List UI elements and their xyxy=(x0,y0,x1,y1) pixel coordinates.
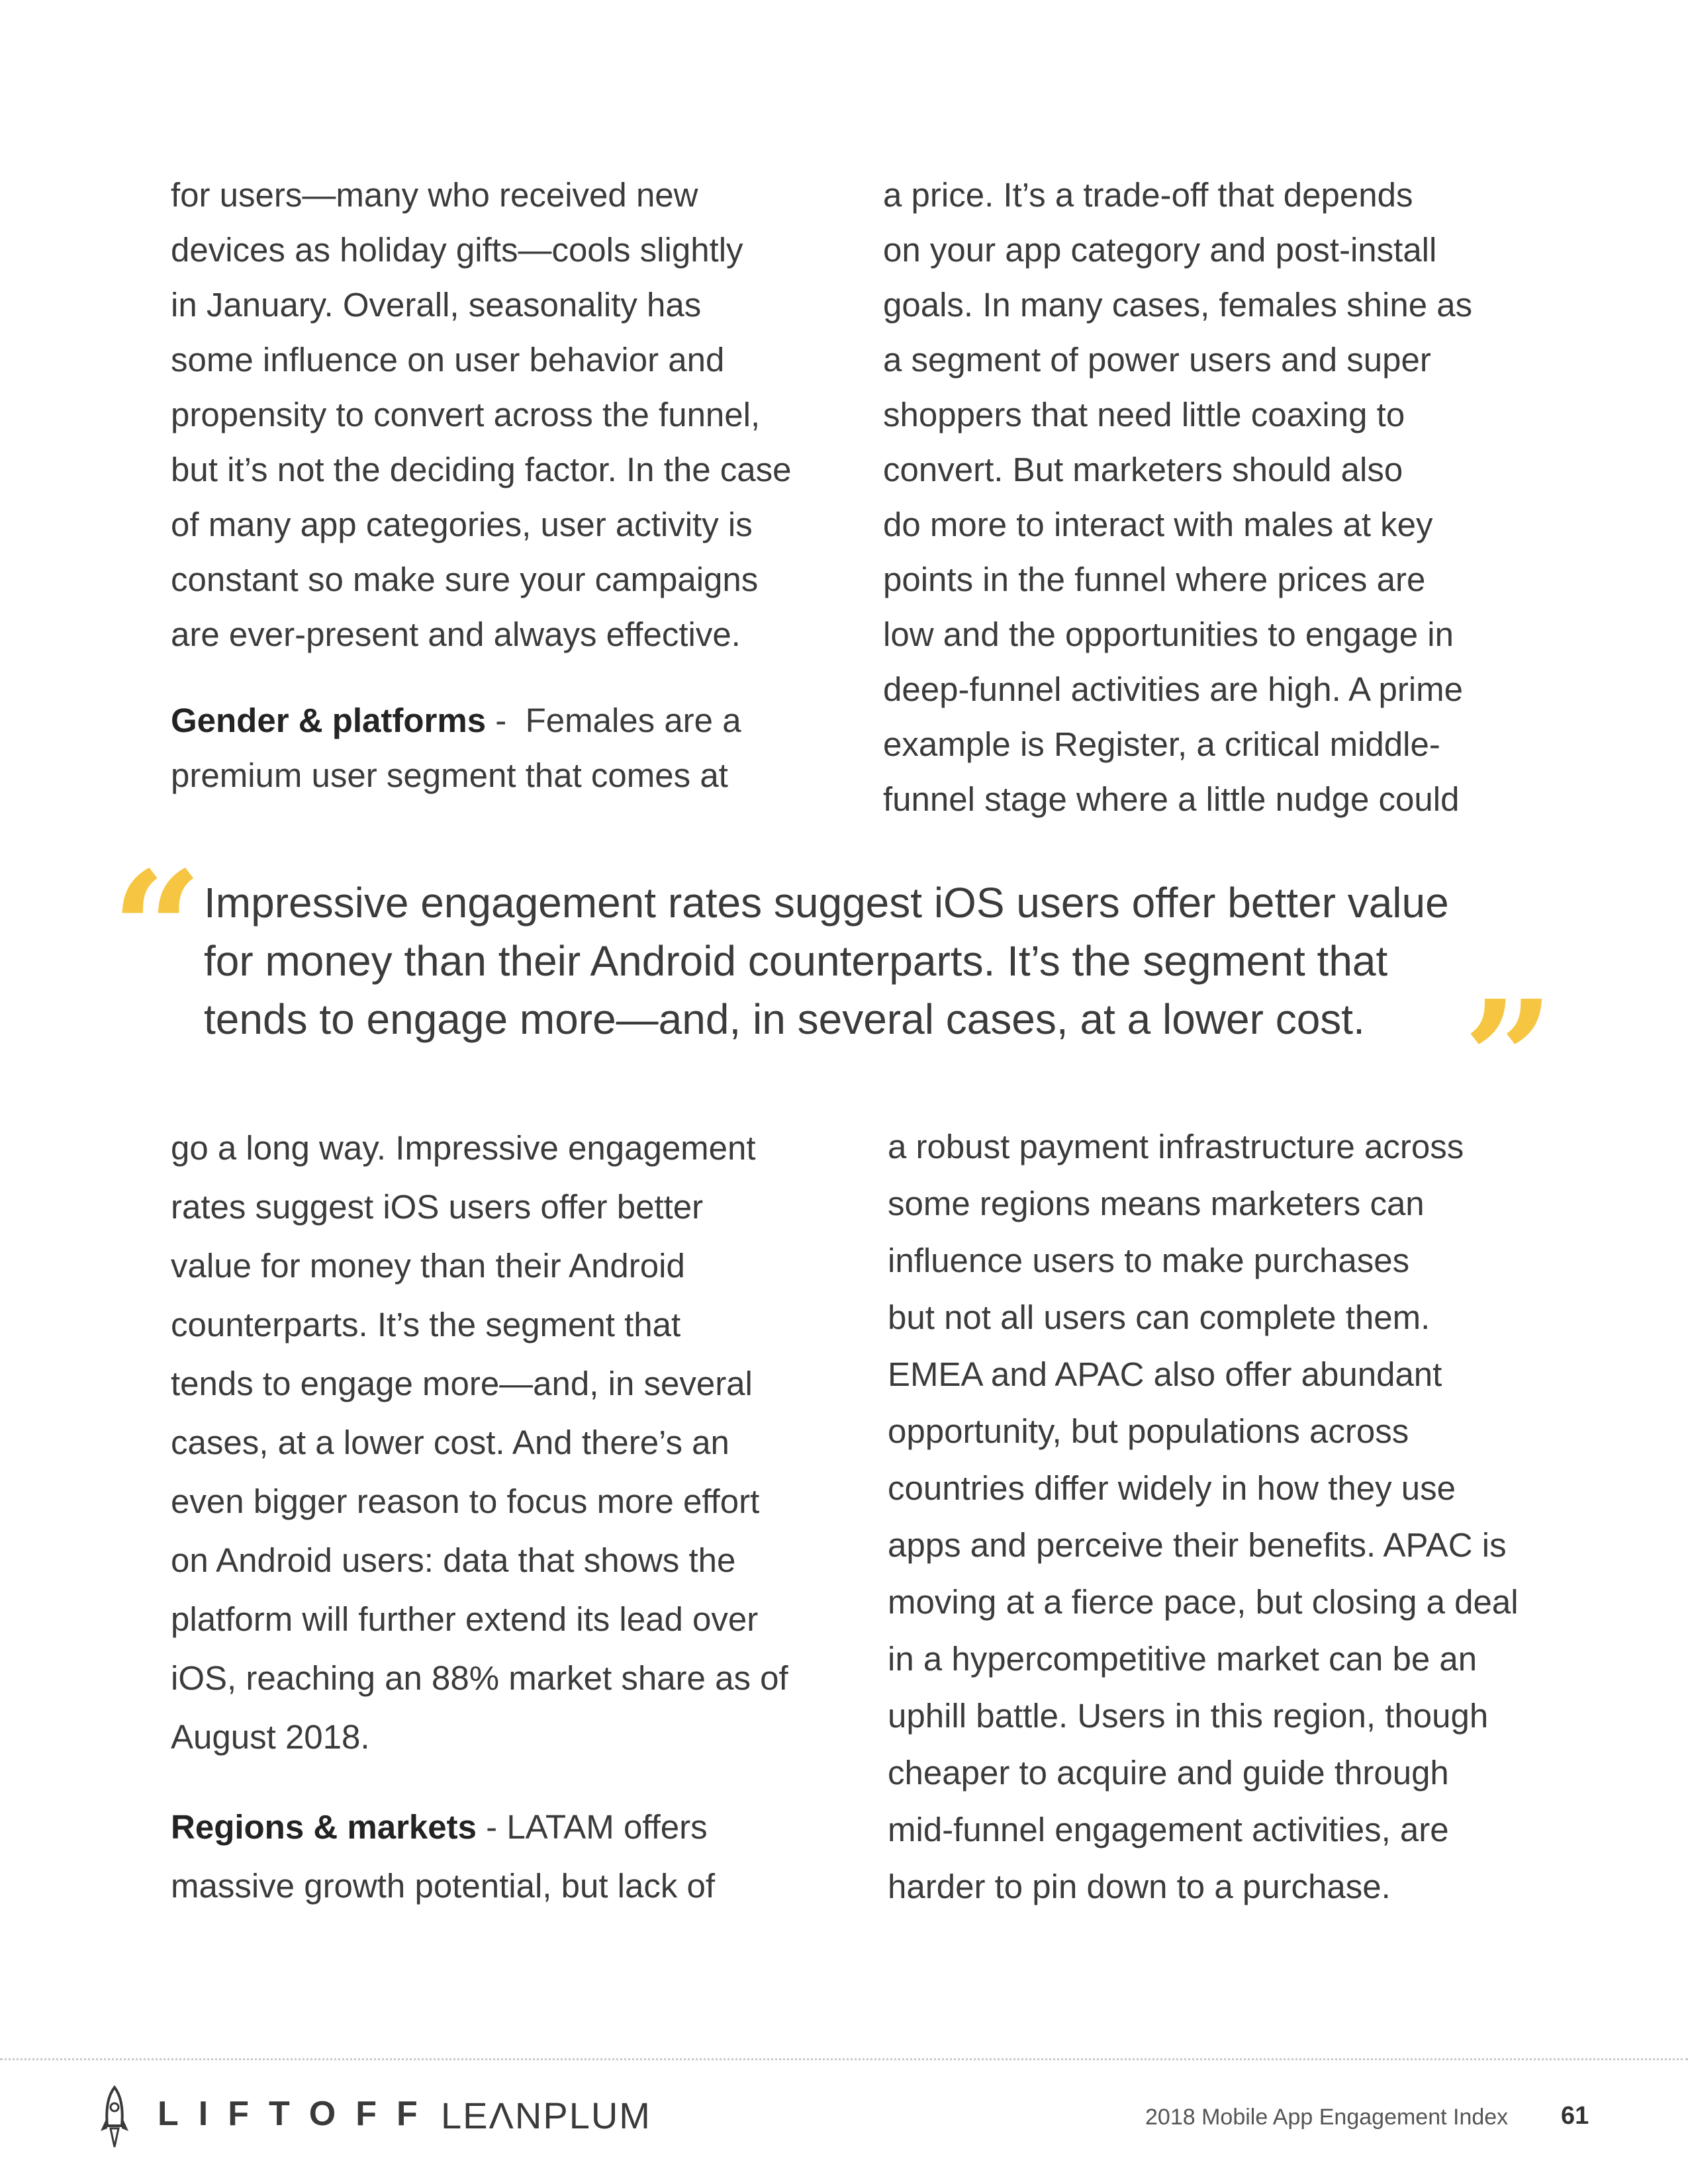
pull-quote-line: tends to engage more—and, in several cases, at a lower cost. xyxy=(204,995,1365,1043)
text-line: apps and perceive their benefits. APAC is xyxy=(888,1526,1507,1564)
rocket-icon xyxy=(98,2085,131,2151)
text-line: of many app categories, user activity is xyxy=(171,506,753,543)
text-line: deep-funnel activities are high. A prime xyxy=(883,670,1464,708)
top-right-column xyxy=(883,167,1585,827)
text-line: on Android users: data that shows the xyxy=(171,1541,736,1579)
text-run: - LATAM offers xyxy=(477,1808,708,1846)
footer-divider xyxy=(0,2058,1688,2060)
page-number: 61 xyxy=(1561,2102,1589,2130)
text-line: for users—many who received new xyxy=(171,176,698,214)
text-line: example is Register, a critical middle- xyxy=(883,725,1440,763)
text-line: cheaper to acquire and guide through xyxy=(888,1754,1449,1792)
text-line: cases, at a lower cost. And there’s an xyxy=(171,1424,729,1461)
text-line: propensity to convert across the funnel, xyxy=(171,396,761,433)
text-line: in January. Overall, seasonality has xyxy=(171,286,702,324)
gender-platforms-heading: Gender & platforms xyxy=(171,702,487,739)
text-line: tends to engage more—and, in several xyxy=(171,1365,753,1402)
text-line: even bigger reason to focus more effort xyxy=(171,1482,760,1520)
text-line: counterparts. It’s the segment that xyxy=(171,1306,681,1343)
text-line: points in the funnel where prices are xyxy=(883,561,1426,598)
text-line: shoppers that need little coaxing to xyxy=(883,396,1405,433)
text-line: low and the opportunities to engage in xyxy=(883,615,1454,653)
text-line: are ever-present and always effective. xyxy=(171,615,741,653)
text-line: EMEA and APAC also offer abundant xyxy=(888,1355,1442,1393)
text-line: a segment of power users and super xyxy=(883,341,1431,379)
text-line: value for money than their Android xyxy=(171,1247,685,1285)
text-line: influence users to make purchases xyxy=(888,1242,1410,1279)
text-line: mid-funnel engagement activities, are xyxy=(888,1811,1449,1848)
text-line: a price. It’s a trade-off that depends xyxy=(883,176,1413,214)
text-line: iOS, reaching an 88% market share as of xyxy=(171,1659,788,1697)
text-line: do more to interact with males at key xyxy=(883,506,1433,543)
leanplum-logo: LEɅNPLUM xyxy=(441,2095,651,2136)
text-line: funnel stage where a little nudge could xyxy=(883,780,1460,818)
text-line: harder to pin down to a purchase. xyxy=(888,1868,1391,1905)
text-line: uphill battle. Users in this region, though xyxy=(888,1697,1489,1735)
text-line: devices as holiday gifts—cools slightly xyxy=(171,231,743,269)
text-line: premium user segment that comes at xyxy=(171,756,728,794)
report-title: 2018 Mobile App Engagement Index xyxy=(1145,2105,1509,2130)
text-line: platform will further extend its lead over xyxy=(171,1600,759,1638)
text-line: some regions means marketers can xyxy=(888,1185,1425,1222)
text-run: - Females are a xyxy=(486,702,741,739)
text-line: rates suggest iOS users offer better xyxy=(171,1188,704,1226)
liftoff-logo: LIFTOFF xyxy=(158,2095,438,2133)
text-line: convert. But marketers should also xyxy=(883,451,1403,488)
top-left-column xyxy=(171,167,859,803)
regions-markets-paragraph xyxy=(171,1797,859,1856)
bottom-right-column xyxy=(888,1118,1603,1915)
text-line: countries differ widely in how they use xyxy=(888,1469,1456,1507)
text-line: goals. In many cases, females shine as xyxy=(883,286,1473,324)
text-line: a robust payment infrastructure across xyxy=(888,1128,1464,1165)
text-line: moving at a fierce pace, but closing a deal xyxy=(888,1583,1519,1621)
gender-platforms-paragraph xyxy=(171,693,859,748)
text-line: some influence on user behavior and xyxy=(171,341,725,379)
text-line: in a hypercompetitive market can be an xyxy=(888,1640,1477,1678)
text-line: on your app category and post-install xyxy=(883,231,1437,269)
text-line: but it’s not the deciding factor. In the case xyxy=(171,451,792,488)
close-quote-icon: ” xyxy=(1463,966,1555,1152)
text-line: massive growth potential, but lack of xyxy=(171,1867,716,1905)
pull-quote xyxy=(204,874,1568,1048)
text-line: constant so make sure your campaigns xyxy=(171,561,759,598)
text-line: August 2018. xyxy=(171,1718,370,1756)
text-line: but not all users can complete them. xyxy=(888,1298,1430,1336)
regions-markets-heading: Regions & markets xyxy=(171,1808,477,1846)
pull-quote-line: Impressive engagement rates suggest iOS users offer better value xyxy=(204,879,1449,927)
pull-quote-line: for money than their Android counterparts. It’s the segment that xyxy=(204,937,1388,985)
text-line: opportunity, but populations across xyxy=(888,1412,1409,1450)
text-line: go a long way. Impressive engagement xyxy=(171,1129,756,1167)
bottom-left-column xyxy=(171,1118,859,1915)
open-quote-icon: “ xyxy=(111,837,203,1023)
